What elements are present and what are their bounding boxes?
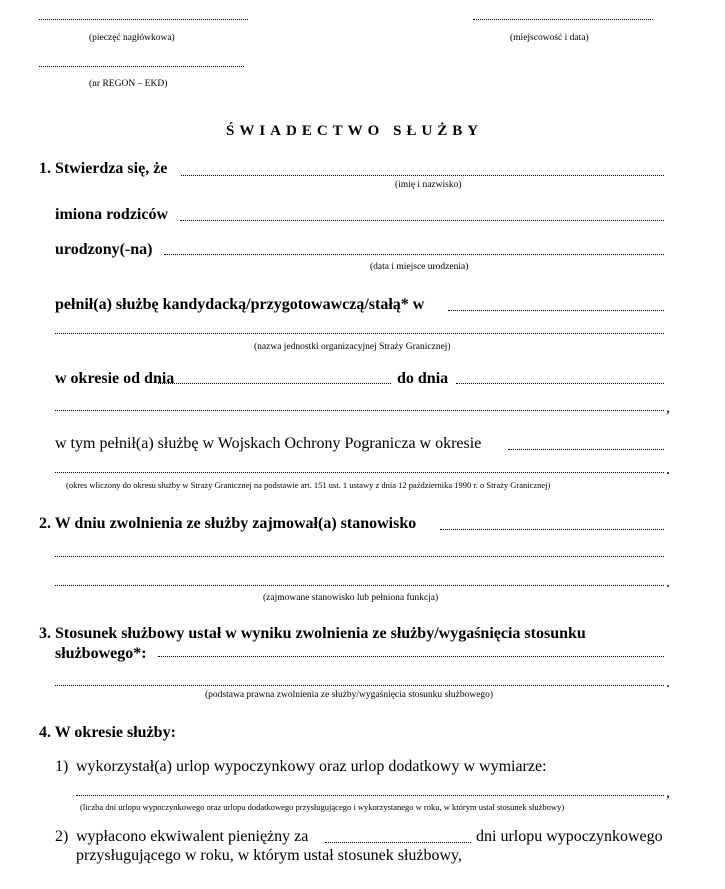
period-extra-line[interactable] <box>55 410 664 411</box>
item2-days-line[interactable] <box>325 842 471 843</box>
section2-label: 2. W dniu zwolnienia ze służby zajmował(a) stanowisko <box>39 515 417 532</box>
name-line[interactable] <box>181 175 664 176</box>
item2-text-c: przysługującego w roku, w którym ustał stosunek służbowy, <box>76 847 463 864</box>
wop-period: . <box>666 461 670 478</box>
parents-line[interactable] <box>180 220 664 221</box>
service-label: pełnił(a) służbę kandydacką/przygotowawczą/stałą* w <box>55 296 425 313</box>
item2-text-b: dni urlopu wypoczynkowego <box>476 828 663 845</box>
name-caption: (imię i nazwisko) <box>395 180 462 190</box>
legal-basis-period: . <box>666 674 670 691</box>
section3-label-line1: 3. Stosunek służbowy ustał w wyniku zwolnienia ze służby/wygaśnięcia stosunku <box>39 625 586 642</box>
period-from-label: w okresie od dnia <box>55 370 175 387</box>
section4-label: 4. W okresie służby: <box>39 724 176 741</box>
wop-label: w tym pełnił(a) służbę w Wojskach Ochrony Pogranicza w okresie <box>55 435 482 452</box>
section3-label-line2: służbowego*: <box>55 645 147 662</box>
position-line-2[interactable] <box>55 556 664 557</box>
item2-text-a: wypłacono ekwiwalent pieniężny za <box>76 828 309 845</box>
item1-line[interactable] <box>76 795 664 796</box>
item2-number: 2) <box>55 828 69 845</box>
service-line[interactable] <box>448 310 664 311</box>
stamp-line[interactable] <box>39 19 248 20</box>
regon-line[interactable] <box>39 66 244 67</box>
stamp-caption: (pieczęć nagłówkowa) <box>89 33 175 43</box>
section1-label: 1. Stwierdza się, że <box>39 160 168 177</box>
position-period: . <box>666 574 670 591</box>
born-caption: (data i miejsce urodzenia) <box>370 262 469 272</box>
parents-label: imiona rodziców <box>55 206 169 223</box>
item1-number: 1) <box>55 758 69 775</box>
place-date-line[interactable] <box>473 19 653 20</box>
period-comma: , <box>666 399 670 416</box>
period-from-line[interactable] <box>158 383 391 384</box>
legal-basis-caption: (podstawa prawna zwolnienia ze służby/wygaśnięcia stosunku służbowego) <box>205 690 494 700</box>
unit-line[interactable] <box>55 333 664 334</box>
document-title: ŚWIADECTWO SŁUŻBY <box>226 123 484 139</box>
wop-line[interactable] <box>508 449 664 450</box>
position-line-1[interactable] <box>440 529 664 530</box>
legal-basis-line-1[interactable] <box>158 656 664 657</box>
regon-caption: (nr REGON – EKD) <box>89 79 168 89</box>
born-line[interactable] <box>164 254 664 255</box>
item1-comma: , <box>666 784 670 801</box>
period-to-label: do dnia <box>397 370 449 387</box>
item1-text: wykorzystał(a) urlop wypoczynkowy oraz urlop dodatkowy w wymiarze: <box>76 758 547 775</box>
wop-extra-line[interactable] <box>55 472 664 473</box>
wop-caption: (okres wliczony do okresu służby w Straży Granicznej na podstawie art. 151 ust. 1 ustawy z dnia 12 października 1990 r. o Straży Granicznej) <box>66 480 551 490</box>
item1-caption: (liczba dni urlopu wypoczynkowego oraz urlopu dodatkowego przysługującego i wykorzystanego w roku, w którym ustał stosunek służbowy) <box>80 802 565 812</box>
position-line-3[interactable] <box>55 585 664 586</box>
period-to-line[interactable] <box>456 383 664 384</box>
born-label: urodzony(-na) <box>55 241 153 258</box>
legal-basis-line-2[interactable] <box>55 685 664 686</box>
unit-caption: (nazwa jednostki organizacyjnej Straży Granicznej) <box>254 342 451 352</box>
place-date-caption: (miejscowość i data) <box>510 33 589 43</box>
position-caption: (zajmowane stanowisko lub pełniona funkcja) <box>263 593 439 603</box>
